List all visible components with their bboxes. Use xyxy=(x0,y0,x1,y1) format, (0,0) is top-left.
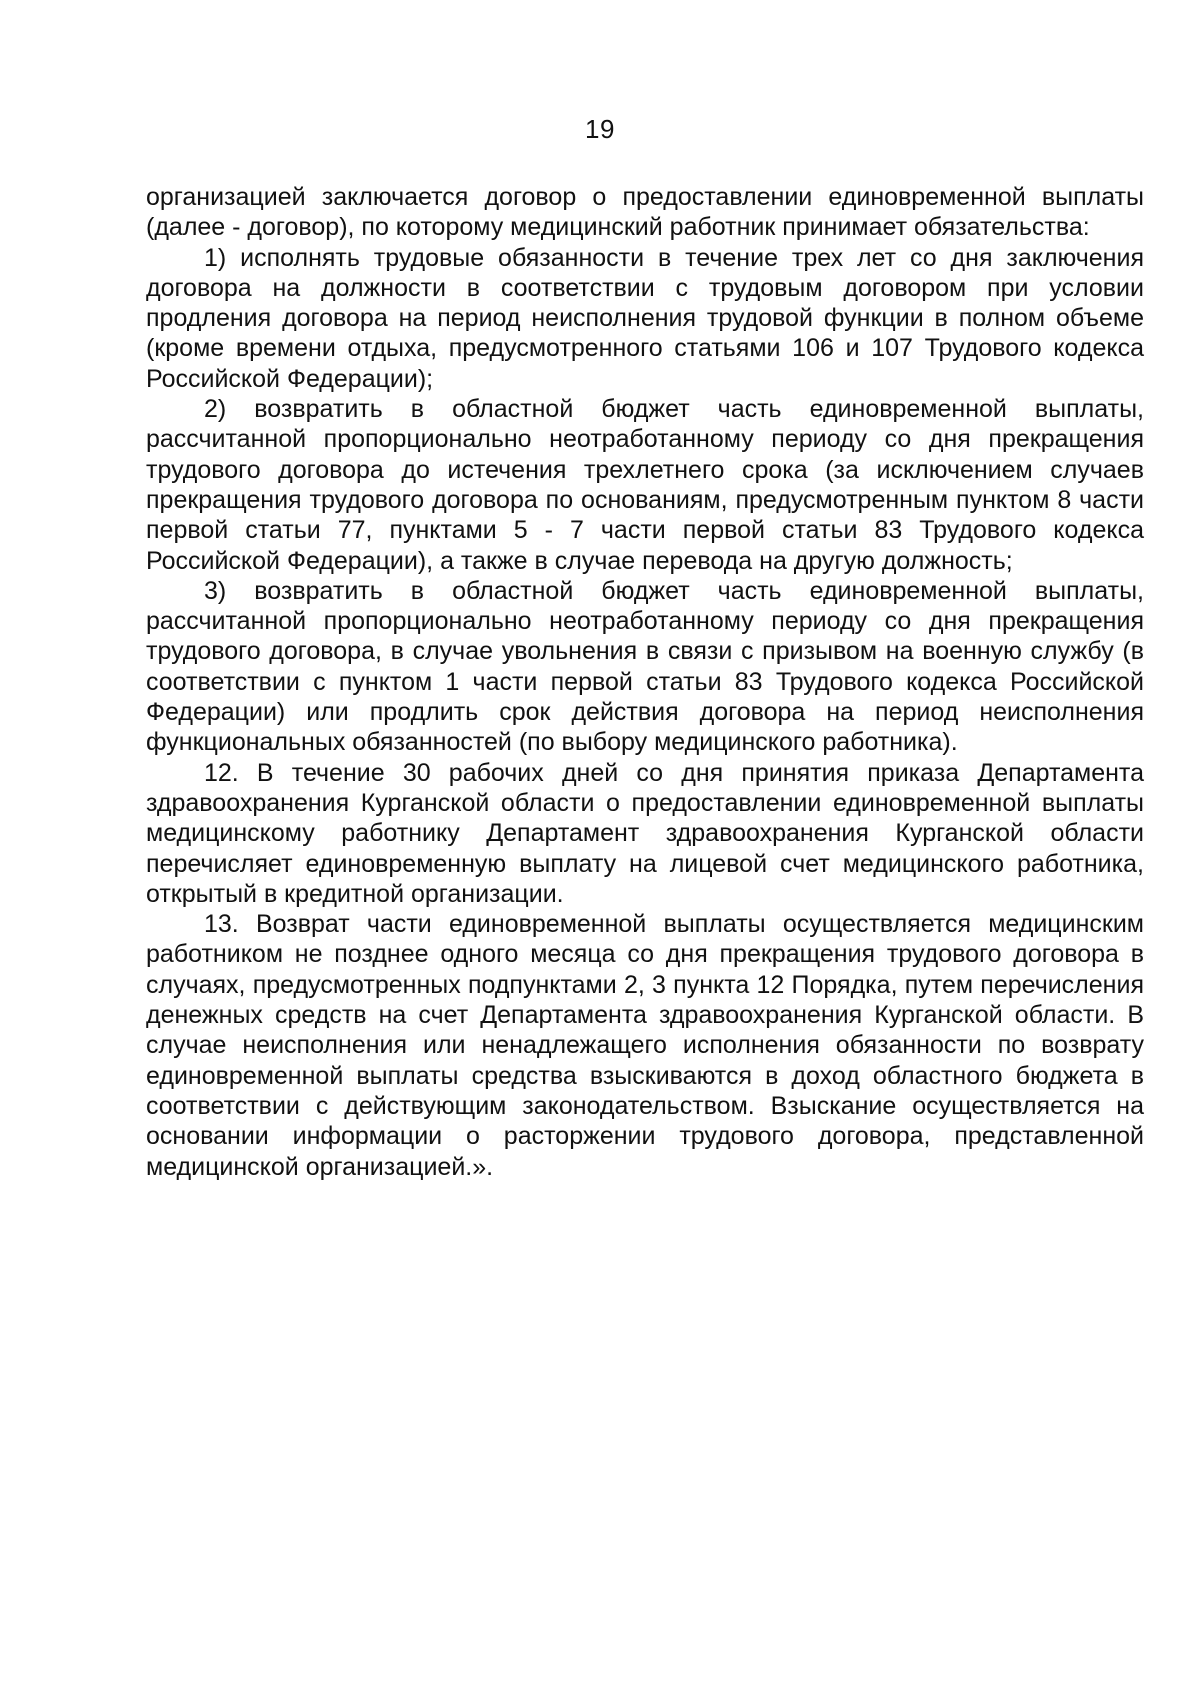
page-number: 19 xyxy=(585,114,615,144)
paragraph-obligation-2: 2) возвратить в областной бюджет часть единовременной выплаты, рассчитанной пропорционально неотработанному периоду со дня прекращения трудового договора до истечения трехлетнего срока (за исключением случаев прекращения трудового договора по основаниям, предусмотренным пунктом 8 части первой статьи 77, пунктами 5 - 7 части первой статьи 83 Трудового кодекса Российской Федерации), а также в случае перевода на другую должность; xyxy=(146,395,1144,575)
document-body xyxy=(146,182,1144,1182)
paragraph-obligation-1: 1) исполнять трудовые обязанности в течение трех лет со дня заключения договора на должности в соответствии с трудовым договором при условии продления договора на период неисполнения трудовой функции в полном объеме (кроме времени отдыха, предусмотренного статьями 106 и 107 Трудового кодекса Российской Федерации); xyxy=(146,243,1144,393)
paragraph-clause-12: 12. В течение 30 рабочих дней со дня принятия приказа Департамента здравоохранения Курганской области о предоставлении единовременной выплаты медицинскому работнику Департамент здравоохранения Курганской области перечисляет единовременную выплату на лицевой счет медицинского работника, открытый в кредитной организации. xyxy=(146,758,1144,908)
paragraph-obligation-3: 3) возвратить в областной бюджет часть единовременной выплаты, рассчитанной пропорционально неотработанному периоду со дня прекращения трудового договора, в случае увольнения в связи с призывом на военную службу (в соответствии с пунктом 1 части первой статьи 83 Трудового кодекса Российской Федерации) или продлить срок действия договора на период неисполнения функциональных обязанностей (по выбору медицинского работника). xyxy=(146,576,1144,757)
paragraph-contract-intro: организацией заключается договор о предоставлении единовременной выплаты (далее - договор), по которому медицинский работник принимает обязательства: xyxy=(146,183,1144,242)
paragraph-clause-13: 13. Возврат части единовременной выплаты осуществляется медицинским работником не позднее одного месяца со дня прекращения трудового договора в случаях, предусмотренных подпунктами 2, 3 пункта 12 Порядка, путем перечисления денежных средств на счет Департамента здравоохранения Курганской области. В случае неисполнения или ненадлежащего исполнения обязанности по возврату единовременной выплаты средства взыскиваются в доход областного бюджета в соответствии с действующим законодательством. Взыскание осуществляется на основании информации о расторжении трудового договора, представленной медицинской организацией.». xyxy=(146,910,1144,1181)
